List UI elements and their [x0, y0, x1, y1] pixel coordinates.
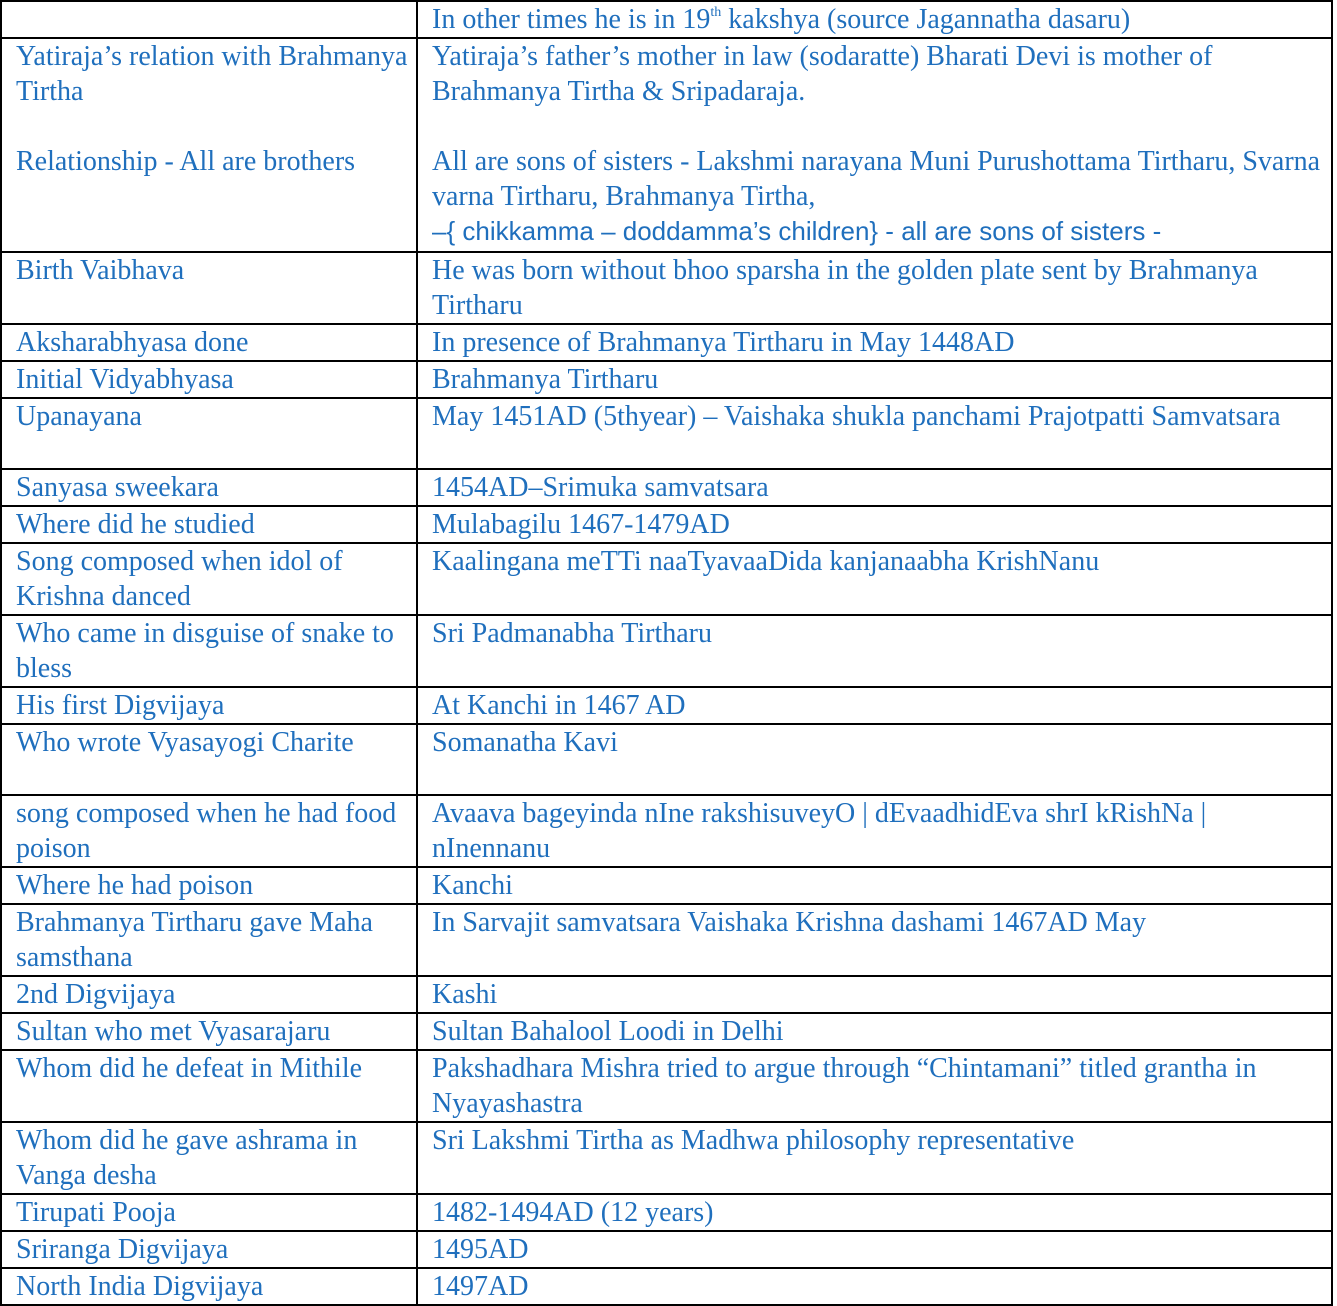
- table-cell-value: Brahmanya Tirtharu: [417, 361, 1332, 398]
- table-cell-value: In presence of Brahmanya Tirtharu in May 1448AD: [417, 324, 1332, 361]
- table-cell-label: Whom did he gave ashrama in Vanga desha: [1, 1122, 417, 1194]
- table-cell-value: 1495AD: [417, 1231, 1332, 1268]
- table-cell-label: Tirupati Pooja: [1, 1194, 417, 1231]
- table-cell-label: Upanayana: [1, 398, 417, 469]
- table-cell-label: Sriranga Digvijaya: [1, 1231, 417, 1268]
- table-row: [1, 543, 1332, 615]
- table-row: [1, 398, 1332, 469]
- superscript: th: [710, 5, 722, 20]
- table-cell-label: Who wrote Vyasayogi Charite: [1, 724, 417, 795]
- cell-text: kakshya (source Jagannatha dasaru): [721, 4, 1131, 35]
- table-cell-label: His first Digvijaya: [1, 687, 417, 724]
- table-row: [1, 976, 1332, 1013]
- table-cell-value: 1454AD–Srimuka samvatsara: [417, 469, 1332, 506]
- table-cell-value: In Sarvajit samvatsara Vaishaka Krishna dashami 1467AD May: [417, 904, 1332, 976]
- table-row: [1, 469, 1332, 506]
- table-cell-label: Where he had poison: [1, 867, 417, 904]
- table-cell-label: song composed when he had food poison: [1, 795, 417, 867]
- table-cell-value: At Kanchi in 1467 AD: [417, 687, 1332, 724]
- table-row: [1, 1122, 1332, 1194]
- cell-text: Yatiraja’s relation with Brahmanya Tirtha: [16, 41, 408, 107]
- table-cell-value: Somanatha Kavi: [417, 724, 1332, 795]
- table-row: [1, 904, 1332, 976]
- table-cell-value: Pakshadhara Mishra tried to argue through “Chintamani” titled grantha in Nyayashastra: [417, 1050, 1332, 1122]
- table-cell-value: Mulabagilu 1467-1479AD: [417, 506, 1332, 543]
- cell-text: In other times he is in 19: [432, 4, 711, 35]
- cell-text: –{ chikkamma – doddamma’s children} - all are sons of sisters -: [432, 216, 1162, 246]
- table-cell-value: Sri Lakshmi Tirtha as Madhwa philosophy representative: [417, 1122, 1332, 1194]
- table-cell-label: Aksharabhyasa done: [1, 324, 417, 361]
- table-row: [1, 724, 1332, 795]
- cell-text: All are sons of sisters - Lakshmi narayana Muni Purushottama Tirtharu, Svarna varna Tirtharu, Brahmanya Tirtha,: [432, 146, 1321, 212]
- table-cell-value: May 1451AD (5thyear) – Vaishaka shukla panchami Prajotpatti Samvatsara: [417, 398, 1332, 469]
- table-cell-value: 1482-1494AD (12 years): [417, 1194, 1332, 1231]
- table-cell-label: Initial Vidyabhyasa: [1, 361, 417, 398]
- table-cell-label: Whom did he defeat in Mithile: [1, 1050, 417, 1122]
- table-row: [1, 867, 1332, 904]
- table-cell-label: [1, 38, 417, 252]
- table-cell-label: [1, 1, 417, 38]
- table-cell-value: Sultan Bahalool Loodi in Delhi: [417, 1013, 1332, 1050]
- table-row: [1, 252, 1332, 324]
- cell-text: Relationship - All are brothers: [16, 146, 356, 177]
- table-cell-label: Birth Vaibhava: [1, 252, 417, 324]
- table-cell-value: [417, 38, 1332, 252]
- table-row: [1, 1194, 1332, 1231]
- table-cell-value: 1497AD: [417, 1268, 1332, 1305]
- table-cell-value: He was born without bhoo sparsha in the golden plate sent by Brahmanya Tirtharu: [417, 252, 1332, 324]
- table-row: [1, 324, 1332, 361]
- table-row: [1, 38, 1332, 252]
- table-row: [1, 1231, 1332, 1268]
- table-cell-value: Avaava bageyinda nIne rakshisuveyO | dEvaadhidEva shrI kRishNa | nInennanu: [417, 795, 1332, 867]
- table-cell-label: North India Digvijaya: [1, 1268, 417, 1305]
- table-cell-value: Kashi: [417, 976, 1332, 1013]
- table-cell-label: Where did he studied: [1, 506, 417, 543]
- table-row: [1, 1050, 1332, 1122]
- table-cell-label: Brahmanya Tirtharu gave Maha samsthana: [1, 904, 417, 976]
- table-cell-label: Song composed when idol of Krishna danced: [1, 543, 417, 615]
- table-row: [1, 687, 1332, 724]
- table-cell-label: Sanyasa sweekara: [1, 469, 417, 506]
- table-cell-label: Who came in disguise of snake to bless: [1, 615, 417, 687]
- table-cell-value: Kanchi: [417, 867, 1332, 904]
- cell-text: Yatiraja’s father’s mother in law (sodaratte) Bharati Devi is mother of Brahmanya Tirtha & Sripadaraja.: [432, 41, 1213, 107]
- table-row: [1, 795, 1332, 867]
- table-cell-label: Sultan who met Vyasarajaru: [1, 1013, 417, 1050]
- table-cell-value: Sri Padmanabha Tirtharu: [417, 615, 1332, 687]
- table-row: [1, 1268, 1332, 1305]
- table-row: [1, 506, 1332, 543]
- table-row: [1, 615, 1332, 687]
- table-row: [1, 1013, 1332, 1050]
- table-cell-value: Kaalingana meTTi naaTyavaaDida kanjanaabha KrishNanu: [417, 543, 1332, 615]
- table-cell-value: [417, 1, 1332, 38]
- table-cell-label: 2nd Digvijaya: [1, 976, 417, 1013]
- table-row: [1, 361, 1332, 398]
- table-row: [1, 1, 1332, 38]
